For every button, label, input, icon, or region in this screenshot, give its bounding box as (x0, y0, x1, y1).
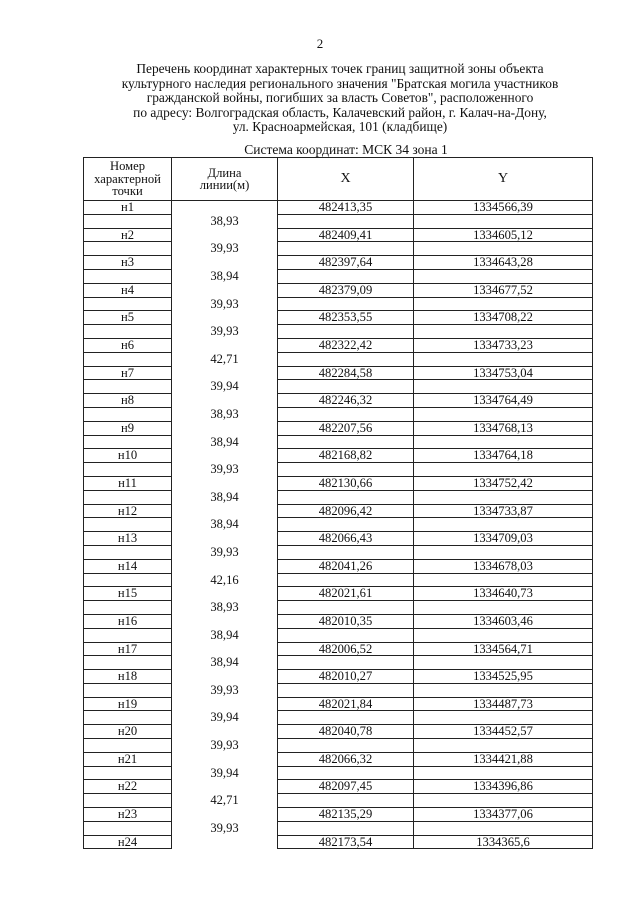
table-row (84, 752, 593, 766)
line-length-cell (172, 283, 278, 297)
empty-cell (84, 463, 172, 477)
empty-cell (84, 325, 172, 339)
empty-cell (414, 352, 593, 366)
segment-length: 42,71 (172, 352, 278, 366)
empty-cell (84, 766, 172, 780)
document-title (80, 62, 600, 135)
empty-cell (84, 297, 172, 311)
x-cell: 482397,64 (278, 256, 414, 270)
point-number-cell: н1 (84, 201, 172, 215)
line-length-cell (172, 504, 278, 518)
segment-length: 39,93 (172, 325, 278, 339)
point-number-cell: н4 (84, 283, 172, 297)
empty-cell (278, 214, 414, 228)
empty-cell (278, 297, 414, 311)
segment-row (84, 380, 593, 394)
table-row (84, 394, 593, 408)
empty-cell (278, 380, 414, 394)
empty-cell (414, 601, 593, 615)
coordinate-system-caption: Система координат: МСК 34 зона 1 (244, 142, 448, 157)
line-length-cell (172, 752, 278, 766)
empty-cell (414, 573, 593, 587)
empty-cell (414, 380, 593, 394)
segment-length: 39,94 (172, 380, 278, 394)
table-row (84, 228, 593, 242)
y-cell: 1334564,71 (414, 642, 593, 656)
empty-cell (414, 683, 593, 697)
empty-cell (84, 683, 172, 697)
point-number-cell: н21 (84, 752, 172, 766)
line-length-cell (172, 532, 278, 546)
point-number-cell: н20 (84, 725, 172, 739)
empty-cell (84, 269, 172, 283)
segment-row (84, 545, 593, 559)
empty-cell (84, 656, 172, 670)
empty-cell (84, 214, 172, 228)
point-number-cell: н24 (84, 835, 172, 849)
table-row (84, 504, 593, 518)
empty-cell (278, 407, 414, 421)
empty-cell (414, 490, 593, 504)
segment-row (84, 794, 593, 808)
empty-cell (414, 656, 593, 670)
table-row (84, 808, 593, 822)
y-cell: 1334566,39 (414, 201, 593, 215)
x-cell: 482021,84 (278, 697, 414, 711)
table-row (84, 256, 593, 270)
empty-cell (84, 545, 172, 559)
empty-cell (278, 601, 414, 615)
empty-cell (84, 518, 172, 532)
x-cell: 482207,56 (278, 421, 414, 435)
table-row (84, 587, 593, 601)
empty-cell (278, 821, 414, 835)
table-row (84, 780, 593, 794)
segment-row (84, 628, 593, 642)
segment-length: 38,93 (172, 407, 278, 421)
y-cell: 1334421,88 (414, 752, 593, 766)
segment-length: 39,93 (172, 683, 278, 697)
empty-cell (278, 518, 414, 532)
segment-row (84, 766, 593, 780)
empty-cell (414, 297, 593, 311)
x-header: X (278, 158, 414, 201)
x-cell: 482096,42 (278, 504, 414, 518)
empty-cell (84, 407, 172, 421)
x-cell: 482010,27 (278, 670, 414, 684)
segment-length: 39,93 (172, 739, 278, 753)
segment-row (84, 214, 593, 228)
line-length-cell (172, 394, 278, 408)
y-cell: 1334768,13 (414, 421, 593, 435)
point-number-cell: н9 (84, 421, 172, 435)
empty-cell (84, 380, 172, 394)
point-number-cell: н11 (84, 476, 172, 490)
empty-cell (414, 545, 593, 559)
empty-cell (278, 490, 414, 504)
segment-row (84, 573, 593, 587)
table-row (84, 670, 593, 684)
empty-cell (414, 766, 593, 780)
segment-length: 39,93 (172, 821, 278, 835)
title-line: гражданской войны, погибших за власть Советов", расположенного (146, 90, 534, 106)
empty-cell (84, 739, 172, 753)
point-number-cell: н10 (84, 449, 172, 463)
segment-length: 38,94 (172, 656, 278, 670)
x-cell: 482284,58 (278, 366, 414, 380)
y-cell: 1334487,73 (414, 697, 593, 711)
table-row (84, 614, 593, 628)
table-row (84, 338, 593, 352)
line-length-cell (172, 449, 278, 463)
table-row (84, 421, 593, 435)
point-number-cell: н7 (84, 366, 172, 380)
empty-cell (278, 573, 414, 587)
y-header: Y (414, 158, 593, 201)
segment-length: 38,94 (172, 518, 278, 532)
line-length-cell (172, 780, 278, 794)
segment-length: 38,94 (172, 490, 278, 504)
segment-row (84, 656, 593, 670)
segment-row (84, 683, 593, 697)
table-row (84, 532, 593, 546)
empty-cell (278, 739, 414, 753)
line-length-cell (172, 587, 278, 601)
y-cell: 1334643,28 (414, 256, 593, 270)
table-row (84, 449, 593, 463)
y-cell: 1334640,73 (414, 587, 593, 601)
table-row (84, 559, 593, 573)
line-length-cell (172, 476, 278, 490)
empty-cell (84, 794, 172, 808)
empty-cell (414, 739, 593, 753)
y-cell: 1334377,06 (414, 808, 593, 822)
x-cell: 482066,32 (278, 752, 414, 766)
y-cell: 1334708,22 (414, 311, 593, 325)
empty-cell (84, 573, 172, 587)
empty-cell (278, 463, 414, 477)
empty-cell (84, 821, 172, 835)
empty-cell (84, 352, 172, 366)
point-number-cell: н8 (84, 394, 172, 408)
y-cell: 1334603,46 (414, 614, 593, 628)
x-cell: 482041,26 (278, 559, 414, 573)
y-cell: 1334365,6 (414, 835, 593, 849)
segment-length: 38,94 (172, 435, 278, 449)
segment-length: 38,93 (172, 214, 278, 228)
y-cell: 1334733,87 (414, 504, 593, 518)
x-cell: 482409,41 (278, 228, 414, 242)
empty-cell (414, 325, 593, 339)
empty-cell (278, 766, 414, 780)
empty-cell (278, 794, 414, 808)
empty-cell (278, 683, 414, 697)
empty-cell (414, 821, 593, 835)
empty-cell (84, 601, 172, 615)
x-cell: 482040,78 (278, 725, 414, 739)
segment-length: 42,71 (172, 794, 278, 808)
x-cell: 482379,09 (278, 283, 414, 297)
line-length-cell (172, 228, 278, 242)
empty-cell (278, 242, 414, 256)
y-cell: 1334525,95 (414, 670, 593, 684)
y-cell: 1334753,04 (414, 366, 593, 380)
line-length-cell (172, 311, 278, 325)
point-number-cell: н18 (84, 670, 172, 684)
x-cell: 482010,35 (278, 614, 414, 628)
empty-cell (84, 490, 172, 504)
empty-cell (414, 463, 593, 477)
point-number-cell: н5 (84, 311, 172, 325)
point-number-cell: н23 (84, 808, 172, 822)
point-number-cell: н22 (84, 780, 172, 794)
x-cell: 482066,43 (278, 532, 414, 546)
table-row (84, 835, 593, 849)
segment-row (84, 297, 593, 311)
segment-length: 42,16 (172, 573, 278, 587)
table-row (84, 366, 593, 380)
x-cell: 482135,29 (278, 808, 414, 822)
line-length-cell (172, 670, 278, 684)
empty-cell (414, 711, 593, 725)
page-number: 2 (316, 36, 324, 51)
empty-cell (414, 269, 593, 283)
point-number-cell: н19 (84, 697, 172, 711)
empty-cell (414, 214, 593, 228)
point-number-cell: н2 (84, 228, 172, 242)
line-length-cell (172, 338, 278, 352)
empty-cell (414, 435, 593, 449)
x-cell: 482168,82 (278, 449, 414, 463)
table-row (84, 642, 593, 656)
line-length-cell (172, 256, 278, 270)
table-row (84, 201, 593, 215)
line-length-cell (172, 725, 278, 739)
line-length-cell (172, 808, 278, 822)
empty-cell (414, 628, 593, 642)
segment-length: 38,93 (172, 601, 278, 615)
empty-cell (278, 711, 414, 725)
empty-cell (414, 518, 593, 532)
table-row (84, 476, 593, 490)
line-length-cell (172, 614, 278, 628)
y-cell: 1334452,57 (414, 725, 593, 739)
empty-cell (414, 242, 593, 256)
segment-row (84, 490, 593, 504)
segment-row (84, 739, 593, 753)
title-line: культурного наследия регионального значения "Братская могила участников (121, 75, 559, 91)
empty-cell (278, 435, 414, 449)
empty-cell (84, 711, 172, 725)
line-length-cell (172, 421, 278, 435)
segment-row (84, 325, 593, 339)
point-number-cell: н15 (84, 587, 172, 601)
empty-cell (414, 407, 593, 421)
x-cell: 482353,55 (278, 311, 414, 325)
x-cell: 482097,45 (278, 780, 414, 794)
y-cell: 1334752,42 (414, 476, 593, 490)
coordinates-table (83, 157, 593, 849)
segment-row (84, 711, 593, 725)
title-line: ул. Красноармейская, 101 (кладбище) (232, 119, 448, 135)
line-length-cell (172, 697, 278, 711)
segment-length: 39,93 (172, 545, 278, 559)
line-length-cell (172, 559, 278, 573)
title-line: Перечень координат характерных точек границ защитной зоны объекта (136, 61, 544, 76)
point-number-cell: н3 (84, 256, 172, 270)
point-number-cell: н17 (84, 642, 172, 656)
x-cell: 482130,66 (278, 476, 414, 490)
point-number-cell: н6 (84, 338, 172, 352)
segment-length: 38,94 (172, 628, 278, 642)
segment-row (84, 821, 593, 835)
segment-row (84, 352, 593, 366)
segment-row (84, 601, 593, 615)
point-number-header: Номер характерной точки (84, 158, 172, 201)
y-cell: 1334605,12 (414, 228, 593, 242)
empty-cell (84, 242, 172, 256)
x-cell: 482246,32 (278, 394, 414, 408)
point-number-cell: н16 (84, 614, 172, 628)
y-cell: 1334678,03 (414, 559, 593, 573)
segment-row (84, 435, 593, 449)
title-line: по адресу: Волгоградская область, Калачевский район, г. Калач-на-Дону, (133, 104, 547, 120)
x-cell: 482006,52 (278, 642, 414, 656)
point-number-cell: н14 (84, 559, 172, 573)
line-length-header: Длина линии(м) (172, 158, 278, 201)
x-cell: 482173,54 (278, 835, 414, 849)
line-length-cell (172, 201, 278, 215)
point-number-cell: н13 (84, 532, 172, 546)
table-row (84, 697, 593, 711)
point-number-cell: н12 (84, 504, 172, 518)
empty-cell (278, 269, 414, 283)
empty-cell (278, 325, 414, 339)
table-row (84, 725, 593, 739)
segment-row (84, 518, 593, 532)
empty-cell (84, 435, 172, 449)
segment-row (84, 269, 593, 283)
x-cell: 482021,61 (278, 587, 414, 601)
empty-cell (278, 656, 414, 670)
empty-cell (278, 352, 414, 366)
table-header-row (84, 158, 593, 201)
empty-cell (278, 628, 414, 642)
y-cell: 1334764,18 (414, 449, 593, 463)
x-cell: 482322,42 (278, 338, 414, 352)
table-row (84, 311, 593, 325)
segment-length: 39,94 (172, 766, 278, 780)
segment-length: 39,93 (172, 242, 278, 256)
y-cell: 1334764,49 (414, 394, 593, 408)
segment-row (84, 242, 593, 256)
segment-row (84, 407, 593, 421)
segment-length: 39,94 (172, 711, 278, 725)
empty-cell (414, 794, 593, 808)
table-row (84, 283, 593, 297)
empty-cell (84, 628, 172, 642)
line-length-cell (172, 835, 278, 849)
y-cell: 1334396,86 (414, 780, 593, 794)
segment-length: 38,94 (172, 269, 278, 283)
segment-length: 39,93 (172, 297, 278, 311)
y-cell: 1334677,52 (414, 283, 593, 297)
x-cell: 482413,35 (278, 201, 414, 215)
line-length-cell (172, 642, 278, 656)
segment-length: 39,93 (172, 463, 278, 477)
segment-row (84, 463, 593, 477)
line-length-cell (172, 366, 278, 380)
empty-cell (278, 545, 414, 559)
y-cell: 1334709,03 (414, 532, 593, 546)
y-cell: 1334733,23 (414, 338, 593, 352)
